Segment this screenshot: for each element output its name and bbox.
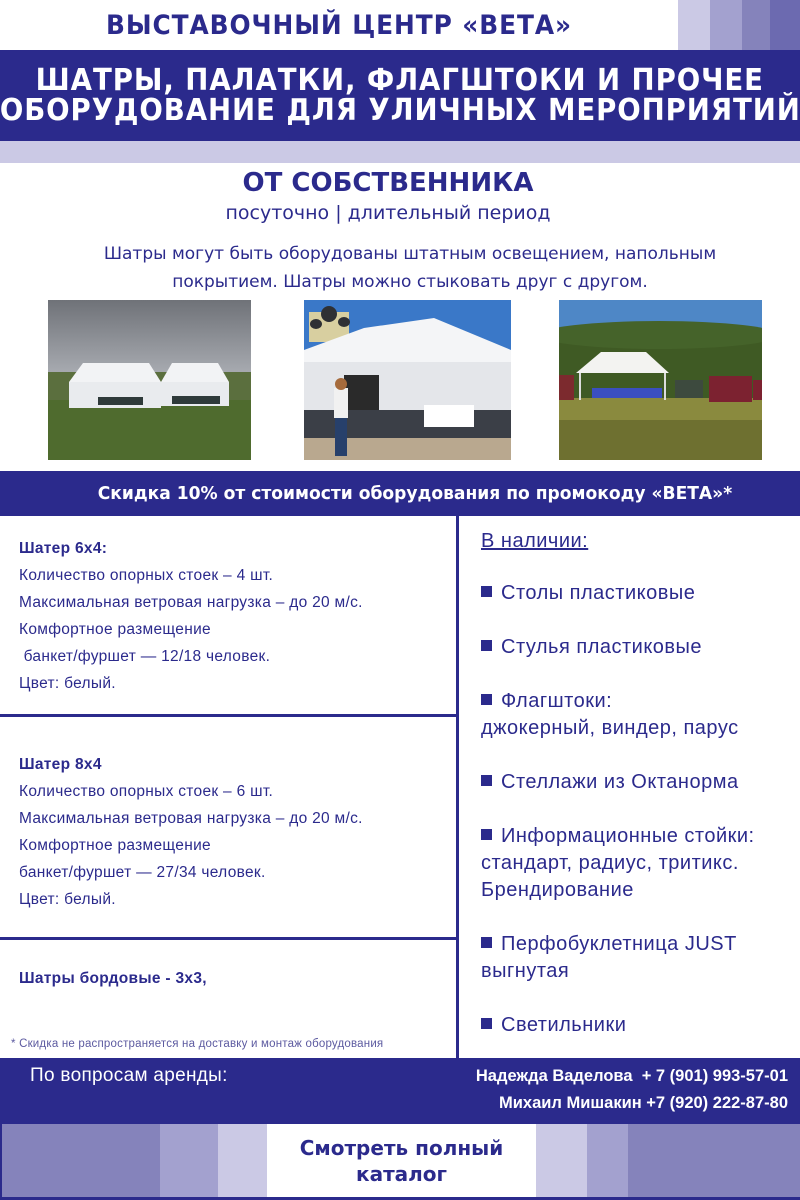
item-label: Столы пластиковые	[501, 582, 696, 604]
rental-period: посуточно | длительный период	[225, 202, 551, 224]
decor-block	[218, 1124, 267, 1197]
decor-square-2	[710, 0, 742, 50]
contacts-label: По вопросам аренды:	[30, 1065, 228, 1086]
photo-tents-meadow	[48, 300, 251, 460]
square-bullet-icon	[481, 937, 492, 948]
square-bullet-icon	[481, 775, 492, 786]
row-divider-1	[0, 714, 457, 717]
decor-square-4	[770, 0, 800, 50]
list-item	[481, 580, 695, 607]
view-catalog-button[interactable]	[267, 1124, 536, 1197]
decor-square-3	[742, 0, 770, 50]
spec-line: Цвет: белый.	[19, 891, 116, 908]
item-label: Стеллажи из Октанорма	[501, 771, 739, 793]
spec-line: Цвет: белый.	[19, 675, 116, 692]
spec-line: Комфортное размещение	[19, 837, 211, 854]
contact-phone-2[interactable]: Михаил Мишакин +7 (920) 222-87-80	[499, 1094, 788, 1112]
footnote: * Скидка не распространяется на доставку и монтаж оборудования	[11, 1038, 384, 1050]
contacts-band	[0, 1058, 800, 1124]
spec-line: Комфортное размещение	[19, 621, 211, 638]
headline-line-1: ШАТРЫ, ПАЛАТКИ, ФЛАГШТОКИ И ПРОЧЕЕ	[35, 62, 765, 98]
center-title: ВЫСТАВОЧНЫЙ ЦЕНТР «ВЕТА»	[105, 9, 573, 41]
square-bullet-icon	[481, 1018, 492, 1029]
item-label: Перфобуклетница JUST	[501, 933, 737, 955]
decor-square-1	[678, 0, 710, 50]
square-bullet-icon	[481, 640, 492, 651]
item-label: Светильники	[501, 1014, 627, 1036]
headline-line-2: ОБОРУДОВАНИЕ ДЛЯ УЛИЧНЫХ МЕРОПРИЯТИЙ	[0, 92, 800, 128]
column-divider	[456, 516, 459, 1058]
decor-block	[160, 1124, 218, 1197]
burgundy-tents: Шатры бордовые - 3х3,	[19, 970, 207, 987]
spec-tent-6x4	[19, 535, 449, 697]
catalog-label-1: Смотреть полный	[299, 1135, 504, 1160]
spec-line: Максимальная ветровая нагрузка – до 20 м/с.	[19, 810, 363, 827]
spec-line: Максимальная ветровая нагрузка – до 20 м/с.	[19, 594, 363, 611]
list-item	[481, 1012, 626, 1039]
item-label: Информационные стойки:	[501, 825, 755, 847]
square-bullet-icon	[481, 586, 492, 597]
square-bullet-icon	[481, 829, 492, 840]
list-item	[481, 931, 737, 985]
decor-block	[628, 1124, 800, 1197]
catalog-label-2: каталог	[356, 1161, 447, 1186]
photo-tent-with-furniture	[304, 300, 511, 460]
promo-banner	[0, 471, 800, 516]
row-divider-2	[0, 937, 457, 940]
availability-title: В наличии:	[481, 530, 589, 552]
description-line-1: Шатры могут быть оборудованы штатным освещением, напольным	[103, 244, 717, 264]
spec-title: Шатер 8х4	[19, 756, 102, 773]
contact-phone-1[interactable]: Надежда Ваделова + 7 (901) 993-57-01	[475, 1067, 788, 1085]
list-item	[481, 634, 702, 661]
decor-block	[2, 1124, 160, 1197]
item-detail: стандарт, радиус, тритикс.	[481, 852, 739, 874]
description	[20, 240, 800, 296]
photo-tents-forest	[559, 300, 762, 460]
item-detail: джокерный, виндер, парус	[481, 717, 739, 739]
spec-tent-8x4	[19, 751, 449, 913]
spec-line: Количество опорных стоек – 4 шт.	[19, 567, 274, 584]
promo-text: Скидка 10% от стоимости оборудования по промокоду «ВЕТА»*	[97, 483, 733, 504]
decor-block	[536, 1124, 587, 1197]
spec-line: банкет/фуршет — 12/18 человек.	[19, 648, 271, 665]
list-item	[481, 823, 755, 904]
photo-image	[304, 300, 511, 460]
square-bullet-icon	[481, 694, 492, 705]
headline-banner	[0, 50, 800, 141]
list-item	[481, 769, 739, 796]
item-label: Флагштоки:	[501, 690, 613, 712]
list-item	[481, 688, 739, 742]
item-label: Стулья пластиковые	[501, 636, 703, 658]
owner-title: ОТ СОБСТВЕННИКА	[242, 168, 534, 198]
spec-line: Количество опорных стоек – 6 шт.	[19, 783, 274, 800]
item-detail: Брендирование	[481, 879, 634, 901]
item-detail: выгнутая	[481, 960, 570, 982]
photo-image	[559, 300, 762, 460]
decor-block	[587, 1124, 628, 1197]
spec-title: Шатер 6х4:	[19, 540, 108, 557]
description-line-2: покрытием. Шатры можно стыковать друг с другом.	[172, 272, 648, 292]
photo-image	[48, 300, 251, 460]
spec-line: банкет/фуршет — 27/34 человек.	[19, 864, 266, 881]
decor-band	[0, 141, 800, 163]
footer-decor-row	[0, 1124, 800, 1200]
